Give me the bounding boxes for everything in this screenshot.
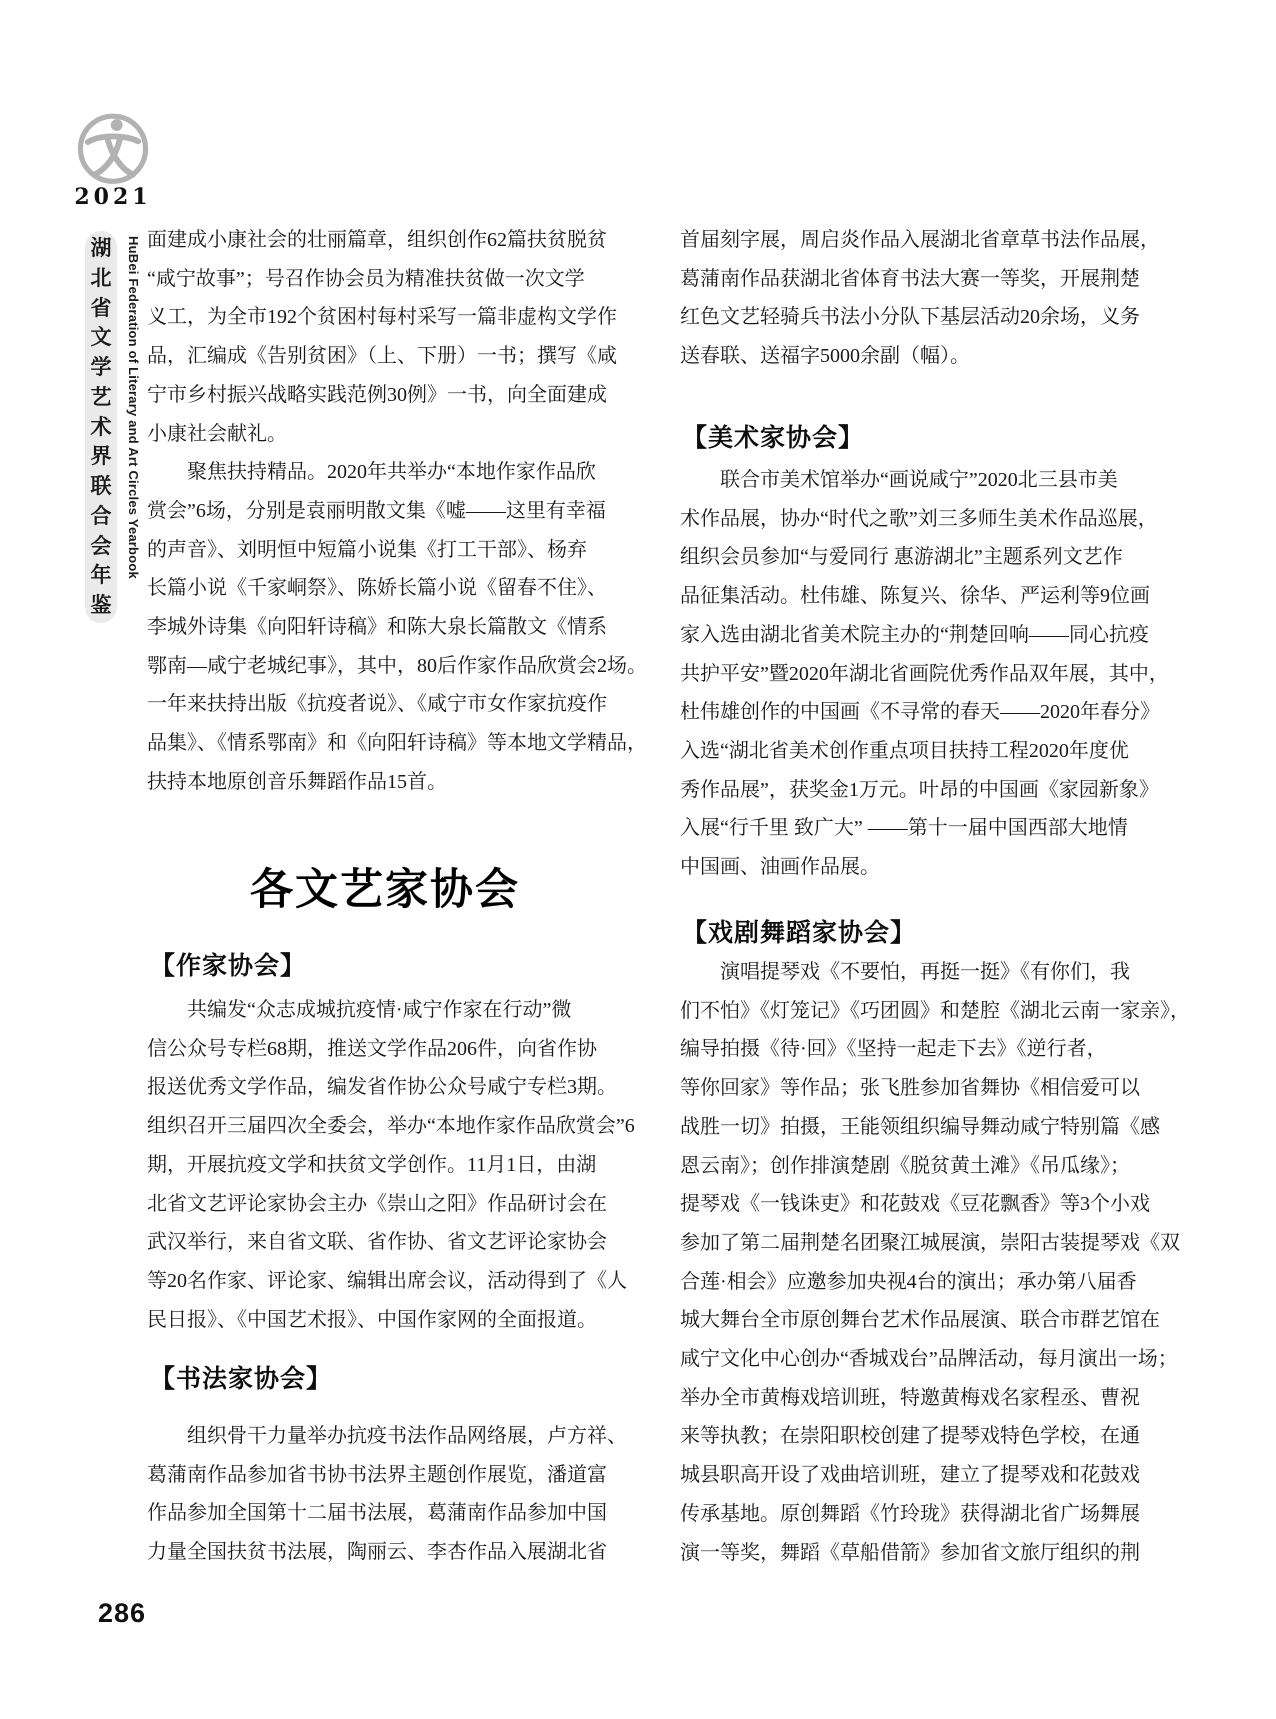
text-line: 北省文艺评论家协会主办《崇山之阳》作品研讨会在 — [147, 1192, 607, 1215]
text-line: 力量全国扶贫书法展，陶丽云、李杏作品入展湖北省 — [147, 1541, 607, 1564]
text-line: 举办全市黄梅戏培训班，特邀黄梅戏名家程丞、曹祝 — [680, 1386, 1140, 1409]
text-line: 城县职高开设了戏曲培训班，建立了提琴戏和花鼓戏 — [680, 1464, 1140, 1487]
text-line: 秀作品展”，获奖金1万元。叶昂的中国画《家园新象》 — [680, 778, 1159, 801]
text-line: 演唱提琴戏《不要怕，再挺一挺》《有你们，我 — [680, 961, 1130, 983]
text-line: 报送优秀文学作品，编发省作协公众号咸宁专栏3期。 — [147, 1076, 617, 1099]
writers-association-paragraph — [147, 991, 635, 1339]
text-line: 等你回家》等作品；张飞胜参加省舞协《相信爱可以 — [680, 1077, 1140, 1100]
text-line: 联合市美术馆举办“画说咸宁”2020北三县市美 — [680, 469, 1118, 491]
sidebar-title-char: 北 — [90, 265, 112, 290]
text-line: 们不怕》《灯笼记》《巧团圆》和楚腔《湖北云南一家亲》， — [680, 999, 1190, 1022]
sidebar-title-char: 术 — [90, 414, 112, 439]
text-line: 品，汇编成《告别贫困》（上、下册）一书；撰写《咸 — [147, 345, 617, 368]
text-line: 一年来扶持出版《抗疫者说》、《咸宁市女作家抗疫作 — [147, 693, 607, 716]
section-title-writers-association: 【作家协会】 — [150, 952, 307, 980]
text-line: 传承基地。原创舞蹈《竹玲珑》获得湖北省广场舞展 — [680, 1502, 1140, 1525]
text-line: 葛蒲南作品获湖北省体育书法大赛一等奖，开展荆楚 — [680, 267, 1140, 290]
text-line: 杜伟雄创作的中国画《不寻常的春天——2020年春分》 — [680, 701, 1160, 724]
sidebar-title-char: 会 — [90, 533, 112, 558]
text-line: 小康社会献礼。 — [147, 422, 287, 445]
artists-association-paragraph — [680, 461, 1169, 887]
text-line: 演一等奖，舞蹈《草船借箭》参加省文旅厅组织的荆 — [680, 1541, 1140, 1564]
year-label: 2021 — [74, 184, 152, 210]
sidebar-title-char: 界 — [90, 444, 112, 469]
text-line: 长篇小说《千家峒祭》、陈娇长篇小说《留春不住》、 — [147, 577, 607, 600]
sidebar-title-char: 年 — [90, 563, 112, 588]
text-line: “咸宁故事”；号召作协会员为精准扶贫做一次文学 — [147, 267, 585, 290]
text-line: 首届刻字展，周启炎作品入展湖北省章草书法作品展， — [680, 229, 1160, 251]
sidebar-title-char: 艺 — [90, 384, 112, 409]
text-line: 聚焦扶持精品。2020年共举办“本地作家作品欣 — [147, 461, 596, 484]
text-line: 恩云南》；创作排演楚剧《脱贫黄土滩》《吊瓜缘》； — [680, 1154, 1130, 1177]
text-line: 家入选由湖北省美术院主办的“荆楚回响——同心抗疫 — [680, 623, 1149, 646]
text-line: 扶持本地原创音乐舞蹈作品15首。 — [147, 770, 447, 793]
text-line: 宁市乡村振兴战略实践范例30例》一书，向全面建成 — [147, 383, 607, 406]
text-line: 赏会”6场，分别是袁丽明散文集《嘘——这里有幸福 — [147, 499, 606, 522]
sidebar-title-char: 鉴 — [90, 593, 112, 617]
text-line: 组织会员参加“与爱同行 惠游湖北”主题系列文艺作 — [680, 546, 1123, 569]
text-line: 送春联、送福字5000余副（幅）。 — [680, 345, 970, 368]
text-line: 来等执教；在崇阳职校创建了提琴戏特色学校，在通 — [680, 1425, 1140, 1448]
text-line: 共护平安”暨2020年湖北省画院优秀作品双年展，其中， — [680, 662, 1169, 685]
text-line: 武汉举行，来自省文联、省作协、省文艺评论家协会 — [147, 1231, 607, 1254]
text-line: 合莲·相会》应邀参加央视4台的演出；承办第八届香 — [680, 1270, 1137, 1293]
text-line: 入展“行千里 致广大” ——第十一届中国西部大地情 — [680, 817, 1128, 840]
drama-dance-association-paragraph — [680, 953, 1190, 1572]
page-heading: 各文艺家协会 — [250, 866, 520, 914]
sidebar-title-char: 省 — [90, 295, 112, 320]
text-line: 战胜一切》拍摄，王能领组织编导舞动咸宁特别篇《感 — [680, 1115, 1160, 1138]
text-line: 品集》、《情系鄂南》和《向阳轩诗稿》等本地文学精品， — [147, 732, 647, 755]
text-line: 参加了第二届荆楚名团聚江城展演，崇阳古装提琴戏《双 — [680, 1231, 1180, 1254]
text-line: 红色文艺轻骑兵书法小分队下基层活动20余场，义务 — [680, 306, 1140, 329]
text-line: 民日报》、《中国艺术报》、中国作家网的全面报道。 — [147, 1308, 597, 1331]
text-line: 术作品展，协办“时代之歌”刘三多师生美术作品巡展， — [680, 507, 1158, 530]
section-title-artists-association: 【美术家协会】 — [682, 424, 865, 452]
text-line: 提琴戏《一钱诛吏》和花鼓戏《豆花飘香》等3个小戏 — [680, 1193, 1150, 1216]
text-line: 品征集活动。杜伟雄、陈复兴、徐华、严运利等9位画 — [680, 585, 1150, 608]
sidebar-title-char: 湖 — [90, 236, 112, 260]
sidebar-title-char: 合 — [90, 503, 112, 528]
sidebar-title-char: 文 — [90, 325, 112, 350]
federation-logo-icon — [76, 110, 150, 186]
text-line: 鄂南—咸宁老城纪事》，其中，80后作家作品欣赏会2场。 — [147, 654, 647, 677]
text-line: 李城外诗集《向阳轩诗稿》和陈大泉长篇散文《情系 — [147, 616, 607, 639]
sidebar-title-char: 联 — [90, 474, 112, 498]
text-line: 编导拍摄《待·回》《坚持一起走下去》《逆行者， — [680, 1038, 1107, 1061]
text-line: 期，开展抗疫文学和扶贫文学创作。11月1日，由湖 — [147, 1153, 597, 1176]
text-line: 组织骨干力量举办抗疫书法作品网络展，卢方祥、 — [147, 1425, 627, 1447]
section-title-drama-dance-association: 【戏剧舞蹈家协会】 — [682, 919, 917, 947]
text-line: 等20名作家、评论家、编辑出席会议，活动得到了《人 — [147, 1269, 627, 1292]
text-line: 面建成小康社会的壮丽篇章，组织创作62篇扶贫脱贫 — [147, 229, 607, 251]
text-line: 葛蒲南作品参加省书协书法界主题创作展览，潘道富 — [147, 1463, 607, 1486]
text-line: 信公众号专栏68期，推送文学作品206件，向省作协 — [147, 1037, 597, 1060]
text-line: 入选“湖北省美术创作重点项目扶持工程2020年度优 — [680, 739, 1129, 762]
sidebar-title-char: 学 — [90, 355, 112, 379]
text-line: 咸宁文化中心创办“香城戏台”品牌活动，每月演出一场； — [680, 1348, 1178, 1371]
sidebar-vertical-title — [85, 231, 117, 623]
text-line: 的声音》、刘明恒中短篇小说集《打工干部》、杨弃 — [147, 538, 587, 561]
column1-intro-paragraphs — [147, 221, 647, 802]
text-line: 作品参加全国第十二届书法展，葛蒲南作品参加中国 — [147, 1502, 607, 1525]
section-title-calligraphers-association: 【书法家协会】 — [150, 1365, 333, 1393]
text-line: 义工，为全市192个贫困村每村采写一篇非虚构文学作 — [147, 306, 617, 329]
text-line: 中国画、油画作品展。 — [680, 856, 880, 879]
text-line: 组织召开三届四次全委会，举办“本地作家作品欣赏会”6 — [147, 1115, 635, 1138]
page-number: 286 — [98, 1598, 147, 1628]
calligraphers-association-paragraph — [147, 1417, 627, 1572]
column2-continuation-paragraph — [680, 221, 1160, 376]
text-line: 共编发“众志成城抗疫情·咸宁作家在行动”微 — [147, 999, 572, 1021]
text-line: 城大舞台全市原创舞台艺术作品展演、联合市群艺馆在 — [680, 1309, 1160, 1332]
sidebar-english-title: HuBei Federation of Literary and Art Circles Yearbook — [126, 236, 141, 579]
